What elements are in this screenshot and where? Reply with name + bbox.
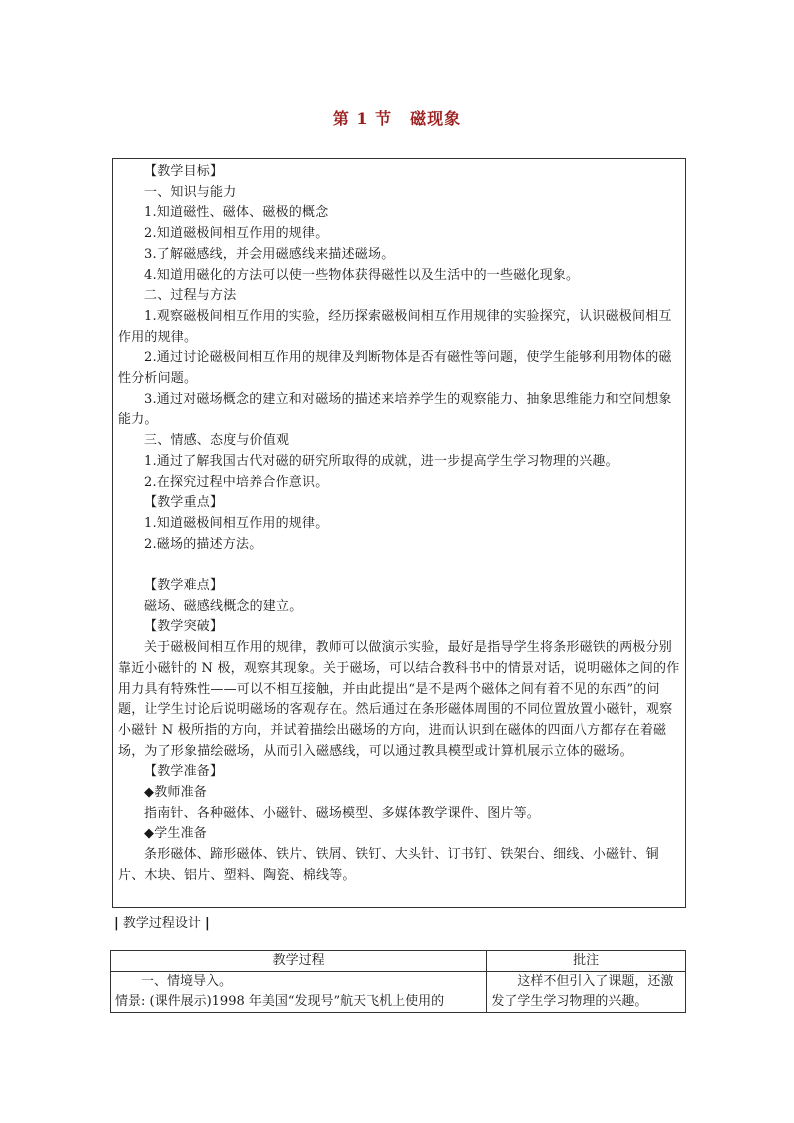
note-text: 这样不但引入了课题，还激发了学生学习物理的兴趣。 [491,974,674,1009]
info-line: 2.磁场的描述方法。 [144,536,263,552]
info-line: 2.知道磁极间相互作用的规律。 [144,226,329,242]
process-step-1: 一、情境导入。 [141,974,233,989]
info-line: 1.知道磁性、磁体、磁极的概念 [144,205,329,221]
note-cell [487,972,686,1013]
info-line [118,555,682,576]
info-line: 磁场、磁感线概念的建立。 [144,598,303,614]
info-line: 【教学突破】 [144,619,224,635]
section-name: 磁现象 [410,109,462,128]
info-line: 1.通过了解我国古代对磁的研究所取得的成就，进一步提高学生学习物理的兴趣。 [144,453,619,469]
table-header-row [111,951,686,972]
info-line: 【教学准备】 [144,764,224,780]
header-process: 教学过程 [111,951,487,972]
info-line: 【教学目标】 [144,164,224,179]
info-line: 一、知识与能力 [144,184,237,200]
info-line: 二、过程与方法 [144,288,237,304]
info-line: 2.在探究过程中培养合作意识。 [144,474,329,490]
page-title [0,106,794,129]
info-line: 条形磁体、蹄形磁体、铁片、铁屑、铁钉、大头针、订书钉、铁架台、细线、小磁针、铜片、木块、铝片、塑料、陶瓷、棉线等。 [118,847,659,883]
info-line: 【教学重点】 [144,495,224,511]
info-line: 4.知道用磁化的方法可以使一些物体获得磁性以及生活中的一些磁化现象。 [144,267,580,283]
info-line: 2.通过讨论磁极间相互作用的规律及判断物体是否有磁性等问题，使学生能够利用物体的磁性分析问题。 [118,350,672,387]
info-line: 1.知道磁极间相互作用的规律。 [144,515,329,531]
process-table [110,950,686,1013]
info-line: 三、情感、态度与价值观 [144,433,290,449]
process-design-label: | 教学过程设计 | [114,916,210,931]
table-row [111,972,686,1013]
info-line: 1.观察磁极间相互作用的实验，经历探索磁极间相互作用规律的实验探究，认识磁极间相互作用的规律。 [118,308,672,345]
info-line: ◆学生准备 [144,826,207,842]
info-line: ◆教师准备 [144,785,207,801]
info-line: 关于磁极间相互作用的规律，教师可以做演示实验，最好是指导学生将条形磁铁的两极分别靠近小磁针的 N 极，观察其现象。关于磁场，可以结合教科书中的情景对话，说明磁体之间的作用力具有特殊性——可以不相互接触，并由此提出“是不是两个磁体之间有着不见的东西”的问题，让学生讨论后说明磁场的客观存在。然后通过在条形磁体周围的不同位置放置小磁针，观察小磁针 N 极所指的方向，并试着描绘出磁场的方向，进而认识到在磁体的四面八方都存在着磁场，为了形象描绘磁场，从而引入磁感线，可以通过教具模型或计算机展示立体的磁场。 [118,640,680,759]
info-line: 指南针、各种磁体、小磁针、磁场模型、多媒体教学课件、图片等。 [144,805,541,821]
info-line: 【教学难点】 [144,578,224,594]
header-notes: 批注 [487,951,686,972]
process-design-text: 教学过程设计 [122,916,201,931]
info-line: 3.了解磁感线，并会用磁感线来描述磁场。 [144,246,395,262]
teaching-info [118,162,682,887]
section-number: 第 1 节 [332,109,393,128]
info-line: 3.通过对磁场概念的建立和对磁场的描述来培养学生的观察能力、抽象思维能力和空间想象能力。 [118,391,672,428]
process-step-2: 情景: (课件展示)1998 年美国“发现号”航天飞机上使用的 [115,994,445,1009]
process-cell [111,972,487,1013]
